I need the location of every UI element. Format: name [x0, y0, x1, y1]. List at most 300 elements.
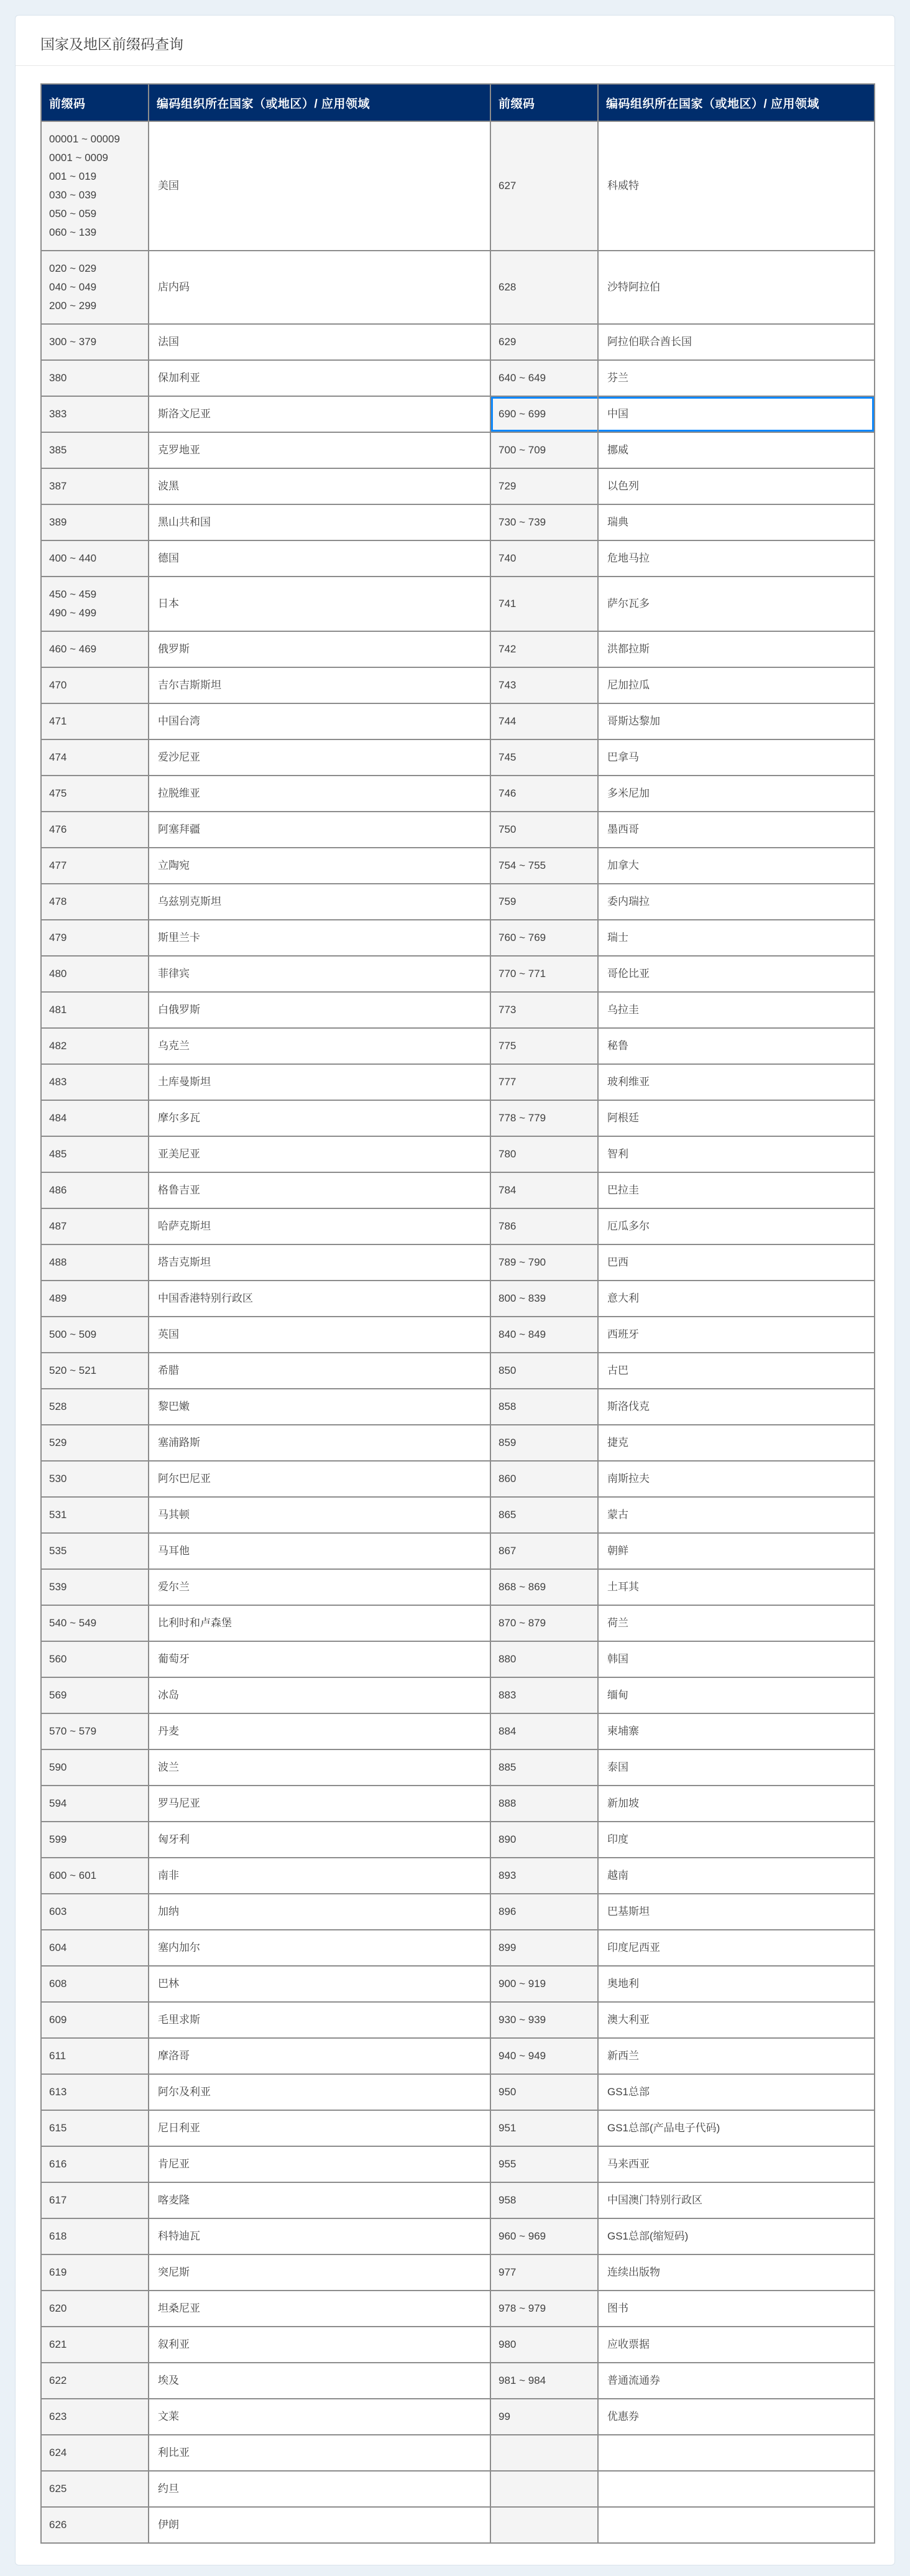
prefix-range: 789 ~ 790	[499, 1256, 546, 1268]
right-country-cell: 巴西	[598, 1244, 875, 1281]
table-row	[41, 1749, 875, 1786]
prefix-range: 400 ~ 440	[49, 552, 97, 564]
right-prefix-cell	[490, 2002, 598, 2038]
prefix-range: 840 ~ 849	[499, 1328, 546, 1340]
left-prefix-cell	[41, 396, 149, 432]
left-country-cell: 肯尼亚	[149, 2146, 490, 2182]
prefix-range: 884	[499, 1725, 517, 1737]
left-country-cell: 店内码	[149, 251, 490, 324]
left-prefix-cell	[41, 2002, 149, 2038]
right-country-cell: 澳大利亚	[598, 2002, 875, 2038]
left-prefix-cell	[41, 2291, 149, 2327]
left-prefix-cell	[41, 667, 149, 703]
prefix-range: 535	[49, 1545, 67, 1557]
prefix-range: 387	[49, 480, 67, 492]
right-country-cell: 芬兰	[598, 360, 875, 396]
table-row	[41, 360, 875, 396]
prefix-range: 477	[49, 859, 67, 871]
left-prefix-cell	[41, 848, 149, 884]
left-prefix-cell	[41, 1858, 149, 1894]
prefix-range: 625	[49, 2483, 67, 2495]
left-country-cell: 葡萄牙	[149, 1641, 490, 1677]
left-prefix-cell	[41, 1425, 149, 1461]
table-row	[41, 432, 875, 468]
prefix-range: 786	[499, 1220, 517, 1232]
prefix-range: 896	[499, 1906, 517, 1917]
prefix-range: 619	[49, 2266, 67, 2278]
table-row	[41, 1353, 875, 1389]
prefix-range: 0001 ~ 0009	[49, 152, 109, 164]
left-country-cell: 拉脱维亚	[149, 776, 490, 812]
left-prefix-cell	[41, 1244, 149, 1281]
right-country-cell: 哥伦比亚	[598, 956, 875, 992]
left-prefix-cell	[41, 432, 149, 468]
prefix-range: 743	[499, 679, 517, 691]
right-prefix-cell	[490, 2507, 598, 2543]
table-row	[41, 920, 875, 956]
prefix-range: 531	[49, 1509, 67, 1521]
column-header-prefix-right: 前缀码	[490, 84, 598, 121]
right-country-cell: 巴基斯坦	[598, 1894, 875, 1930]
left-country-cell: 利比亚	[149, 2435, 490, 2471]
table-row	[41, 1966, 875, 2002]
left-prefix-cell	[41, 1713, 149, 1749]
prefix-range: 623	[49, 2411, 67, 2422]
left-prefix-cell	[41, 703, 149, 739]
left-country-cell: 土库曼斯坦	[149, 1064, 490, 1100]
table-row	[41, 1858, 875, 1894]
left-prefix-cell	[41, 631, 149, 667]
left-country-cell: 阿塞拜疆	[149, 812, 490, 848]
left-prefix-cell	[41, 1822, 149, 1858]
prefix-range: 980	[499, 2338, 517, 2350]
prefix-range: 040 ~ 049	[49, 281, 97, 293]
right-prefix-cell	[490, 432, 598, 468]
right-prefix-cell	[490, 1713, 598, 1749]
right-prefix-cell	[490, 2291, 598, 2327]
right-country-cell: GS1总部(产品电子代码)	[598, 2110, 875, 2146]
prefix-range: 300 ~ 379	[49, 336, 97, 348]
prefix-range: 888	[499, 1797, 517, 1809]
prefix-range: 940 ~ 949	[499, 2050, 546, 2062]
table-row	[41, 121, 875, 251]
left-prefix-cell	[41, 1028, 149, 1064]
table-row	[41, 2038, 875, 2074]
left-country-cell: 阿尔及利亚	[149, 2074, 490, 2110]
right-country-cell: 加拿大	[598, 848, 875, 884]
table-row	[41, 2110, 875, 2146]
right-prefix-cell	[490, 776, 598, 812]
prefix-range: 603	[49, 1906, 67, 1917]
table-header	[41, 84, 875, 121]
left-country-cell: 立陶宛	[149, 848, 490, 884]
left-prefix-cell	[41, 577, 149, 631]
prefix-range: 955	[499, 2158, 517, 2170]
right-country-cell: 新加坡	[598, 1786, 875, 1822]
prefix-range: 487	[49, 1220, 67, 1232]
query-card	[15, 15, 895, 2565]
right-prefix-cell	[490, 504, 598, 540]
left-prefix-cell	[41, 2399, 149, 2435]
prefix-range: 951	[499, 2122, 517, 2134]
right-prefix-cell	[490, 884, 598, 920]
left-prefix-cell	[41, 739, 149, 776]
left-prefix-cell	[41, 1136, 149, 1172]
table-row	[41, 2363, 875, 2399]
left-prefix-cell	[41, 468, 149, 504]
left-prefix-cell	[41, 992, 149, 1028]
left-country-cell: 爱尔兰	[149, 1569, 490, 1605]
right-prefix-cell	[490, 1894, 598, 1930]
prefix-range: 867	[499, 1545, 517, 1557]
left-country-cell: 保加利亚	[149, 360, 490, 396]
right-country-cell: 瑞士	[598, 920, 875, 956]
right-country-cell: 洪都拉斯	[598, 631, 875, 667]
column-header-prefix-left: 前缀码	[41, 84, 149, 121]
left-prefix-cell	[41, 1208, 149, 1244]
right-prefix-cell	[490, 956, 598, 992]
right-country-cell: 厄瓜多尔	[598, 1208, 875, 1244]
prefix-range: 539	[49, 1581, 67, 1593]
prefix-range: 958	[499, 2194, 517, 2206]
right-prefix-cell-highlighted[interactable]	[490, 396, 598, 432]
right-country-cell: 多米尼加	[598, 776, 875, 812]
prefix-range: 478	[49, 896, 67, 907]
right-prefix-cell	[490, 1569, 598, 1605]
prefix-range: 620	[49, 2302, 67, 2314]
table-row	[41, 1569, 875, 1605]
table-row	[41, 1172, 875, 1208]
prefix-range: 611	[49, 2050, 67, 2062]
right-country-cell: 韩国	[598, 1641, 875, 1677]
prefix-range: 780	[499, 1148, 517, 1160]
table-row	[41, 739, 875, 776]
prefix-range: 628	[499, 281, 517, 293]
right-prefix-cell	[490, 1966, 598, 2002]
table-row	[41, 1425, 875, 1461]
prefix-range: 622	[49, 2374, 67, 2386]
left-country-cell: 伊朗	[149, 2507, 490, 2543]
right-country-cell: 意大利	[598, 1281, 875, 1317]
right-prefix-cell	[490, 2182, 598, 2218]
right-country-cell: 墨西哥	[598, 812, 875, 848]
right-country-cell: 普通流通券	[598, 2363, 875, 2399]
table-row	[41, 1930, 875, 1966]
prefix-range: 608	[49, 1978, 67, 1990]
right-prefix-cell	[490, 577, 598, 631]
left-prefix-cell	[41, 1172, 149, 1208]
table-row	[41, 2074, 875, 2110]
left-country-cell: 加纳	[149, 1894, 490, 1930]
right-prefix-cell	[490, 2254, 598, 2291]
table-row	[41, 631, 875, 667]
table-row	[41, 2002, 875, 2038]
prefix-range: 690 ~ 699	[499, 408, 546, 420]
right-prefix-cell	[490, 1425, 598, 1461]
right-country-cell: 马来西亚	[598, 2146, 875, 2182]
right-country-cell	[598, 2507, 875, 2543]
right-country-cell: 尼加拉瓜	[598, 667, 875, 703]
left-prefix-cell	[41, 2182, 149, 2218]
prefix-range: 760 ~ 769	[499, 932, 546, 943]
header-row	[41, 84, 875, 121]
left-country-cell: 白俄罗斯	[149, 992, 490, 1028]
right-country-cell: 越南	[598, 1858, 875, 1894]
right-country-cell: 巴拿马	[598, 739, 875, 776]
left-prefix-cell	[41, 1786, 149, 1822]
right-country-cell: GS1总部	[598, 2074, 875, 2110]
right-prefix-cell	[490, 540, 598, 577]
table-row	[41, 1064, 875, 1100]
right-country-cell: 西班牙	[598, 1317, 875, 1353]
prefix-range: 742	[499, 643, 517, 655]
table-row	[41, 667, 875, 703]
right-country-cell-highlighted[interactable]: 中国	[598, 396, 875, 432]
right-prefix-cell	[490, 992, 598, 1028]
prefix-range: 476	[49, 823, 67, 835]
prefix-range: 629	[499, 336, 517, 348]
left-prefix-cell	[41, 1533, 149, 1569]
right-country-cell: 巴拉圭	[598, 1172, 875, 1208]
left-country-cell: 文莱	[149, 2399, 490, 2435]
left-country-cell: 摩尔多瓦	[149, 1100, 490, 1136]
table-row	[41, 884, 875, 920]
left-country-cell: 法国	[149, 324, 490, 360]
prefix-range: 960 ~ 969	[499, 2230, 546, 2242]
prefix-range: 540 ~ 549	[49, 1617, 97, 1629]
right-prefix-cell	[490, 2110, 598, 2146]
table-row	[41, 1028, 875, 1064]
table-row	[41, 540, 875, 577]
left-country-cell: 摩洛哥	[149, 2038, 490, 2074]
prefix-range: 380	[49, 372, 67, 384]
left-country-cell: 突尼斯	[149, 2254, 490, 2291]
left-country-cell: 日本	[149, 577, 490, 631]
right-prefix-cell	[490, 1317, 598, 1353]
right-prefix-cell	[490, 1677, 598, 1713]
right-prefix-cell	[490, 324, 598, 360]
left-prefix-cell	[41, 884, 149, 920]
left-prefix-cell	[41, 1569, 149, 1605]
table-row	[41, 2254, 875, 2291]
right-country-cell: 乌拉圭	[598, 992, 875, 1028]
prefix-range: 784	[499, 1184, 517, 1196]
right-prefix-cell	[490, 1461, 598, 1497]
right-prefix-cell	[490, 703, 598, 739]
table-row	[41, 2471, 875, 2507]
prefix-range: 850	[499, 1364, 517, 1376]
right-country-cell: 新西兰	[598, 2038, 875, 2074]
prefix-range: 385	[49, 444, 67, 456]
right-country-cell: 阿根廷	[598, 1100, 875, 1136]
table-row	[41, 468, 875, 504]
table-row	[41, 2182, 875, 2218]
prefix-range: 626	[49, 2519, 67, 2531]
right-country-cell: 荷兰	[598, 1605, 875, 1641]
right-country-cell: 南斯拉夫	[598, 1461, 875, 1497]
table-row	[41, 1894, 875, 1930]
left-country-cell: 波黑	[149, 468, 490, 504]
prefix-range: 060 ~ 139	[49, 226, 97, 238]
prefix-range: 770 ~ 771	[499, 968, 546, 980]
prefix-range: 777	[499, 1076, 517, 1088]
left-prefix-cell	[41, 2218, 149, 2254]
right-country-cell: 挪威	[598, 432, 875, 468]
left-country-cell: 丹麦	[149, 1713, 490, 1749]
left-prefix-cell	[41, 1317, 149, 1353]
right-country-cell: 连续出版物	[598, 2254, 875, 2291]
prefix-range: 470	[49, 679, 67, 691]
prefix-range: 475	[49, 787, 67, 799]
prefix-range: 883	[499, 1689, 517, 1701]
left-prefix-cell	[41, 2254, 149, 2291]
left-country-cell: 塞内加尔	[149, 1930, 490, 1966]
table-row	[41, 1641, 875, 1677]
left-country-cell: 约旦	[149, 2471, 490, 2507]
column-header-country-left: 编码组织所在国家（或地区）/ 应用领域	[149, 84, 490, 121]
right-country-cell: 缅甸	[598, 1677, 875, 1713]
left-prefix-cell	[41, 1605, 149, 1641]
prefix-range: 00001 ~ 00009	[49, 133, 120, 145]
right-country-cell	[598, 2471, 875, 2507]
right-prefix-cell	[490, 360, 598, 396]
prefix-range: 759	[499, 896, 517, 907]
prefix-range: 590	[49, 1761, 67, 1773]
left-country-cell: 阿尔巴尼亚	[149, 1461, 490, 1497]
table-row	[41, 776, 875, 812]
left-prefix-cell	[41, 2074, 149, 2110]
right-prefix-cell	[490, 812, 598, 848]
left-country-cell: 俄罗斯	[149, 631, 490, 667]
prefix-range: 859	[499, 1437, 517, 1448]
prefix-range: 978 ~ 979	[499, 2302, 546, 2314]
left-prefix-cell	[41, 1749, 149, 1786]
prefix-range: 383	[49, 408, 67, 420]
prefix-range: 450 ~ 459	[49, 588, 97, 600]
prefix-range: 609	[49, 2014, 67, 2026]
left-prefix-cell	[41, 920, 149, 956]
prefix-range: 99	[499, 2411, 510, 2422]
table-row	[41, 2327, 875, 2363]
prefix-range: 488	[49, 1256, 67, 1268]
left-country-cell: 喀麦隆	[149, 2182, 490, 2218]
left-country-cell: 克罗地亚	[149, 432, 490, 468]
prefix-range: 030 ~ 039	[49, 189, 97, 201]
prefix-range: 618	[49, 2230, 67, 2242]
left-country-cell: 乌兹别克斯坦	[149, 884, 490, 920]
right-prefix-cell	[490, 1641, 598, 1677]
right-country-cell: 瑞典	[598, 504, 875, 540]
right-prefix-cell	[490, 1389, 598, 1425]
left-country-cell: 斯里兰卡	[149, 920, 490, 956]
left-prefix-cell	[41, 2146, 149, 2182]
right-country-cell: 智利	[598, 1136, 875, 1172]
left-prefix-cell	[41, 2327, 149, 2363]
prefix-range: 775	[499, 1040, 517, 1052]
right-prefix-cell	[490, 251, 598, 324]
table-row	[41, 1533, 875, 1569]
left-prefix-cell	[41, 1461, 149, 1497]
right-prefix-cell	[490, 1028, 598, 1064]
right-country-cell: 应收票据	[598, 2327, 875, 2363]
table-row	[41, 1208, 875, 1244]
table-row	[41, 1822, 875, 1858]
prefix-range: 569	[49, 1689, 67, 1701]
left-country-cell: 斯洛文尼亚	[149, 396, 490, 432]
right-prefix-cell	[490, 2327, 598, 2363]
left-country-cell: 黑山共和国	[149, 504, 490, 540]
prefix-range: 050 ~ 059	[49, 208, 97, 220]
left-prefix-cell	[41, 2471, 149, 2507]
left-country-cell: 中国香港特别行政区	[149, 1281, 490, 1317]
right-country-cell	[598, 2435, 875, 2471]
left-country-cell: 哈萨克斯坦	[149, 1208, 490, 1244]
left-prefix-cell	[41, 121, 149, 251]
table-row	[41, 2146, 875, 2182]
left-country-cell: 爱沙尼亚	[149, 739, 490, 776]
prefix-range: 528	[49, 1401, 67, 1412]
right-country-cell: 斯洛伐克	[598, 1389, 875, 1425]
prefix-range: 977	[499, 2266, 517, 2278]
left-prefix-cell	[41, 324, 149, 360]
table-row	[41, 1605, 875, 1641]
right-country-cell: 捷克	[598, 1425, 875, 1461]
left-country-cell: 希腊	[149, 1353, 490, 1389]
left-prefix-cell	[41, 2507, 149, 2543]
right-country-cell: 印度	[598, 1822, 875, 1858]
prefix-range: 200 ~ 299	[49, 300, 97, 312]
prefix-range: 858	[499, 1401, 517, 1412]
prefix-range: 900 ~ 919	[499, 1978, 546, 1990]
prefix-range: 930 ~ 939	[499, 2014, 546, 2026]
right-country-cell: 哥斯达黎加	[598, 703, 875, 739]
table-row	[41, 1786, 875, 1822]
right-country-cell: 泰国	[598, 1749, 875, 1786]
right-prefix-cell	[490, 848, 598, 884]
table-row	[41, 703, 875, 739]
left-prefix-cell	[41, 1677, 149, 1713]
left-country-cell: 南非	[149, 1858, 490, 1894]
left-country-cell: 波兰	[149, 1749, 490, 1786]
right-country-cell: 萨尔瓦多	[598, 577, 875, 631]
table-row	[41, 2435, 875, 2471]
prefix-range: 880	[499, 1653, 517, 1665]
prefix-range: 778 ~ 779	[499, 1112, 546, 1124]
prefix-range: 730 ~ 739	[499, 516, 546, 528]
left-country-cell: 叙利亚	[149, 2327, 490, 2363]
left-prefix-cell	[41, 504, 149, 540]
prefix-range: 486	[49, 1184, 67, 1196]
prefix-range: 483	[49, 1076, 67, 1088]
left-prefix-cell	[41, 1100, 149, 1136]
left-prefix-cell	[41, 1966, 149, 2002]
right-prefix-cell	[490, 1100, 598, 1136]
right-country-cell: 古巴	[598, 1353, 875, 1389]
prefix-range: 481	[49, 1004, 67, 1016]
prefix-range: 729	[499, 480, 517, 492]
prefix-range: 624	[49, 2447, 67, 2458]
prefix-range: 570 ~ 579	[49, 1725, 97, 1737]
prefix-range: 773	[499, 1004, 517, 1016]
right-prefix-cell	[490, 1244, 598, 1281]
right-prefix-cell	[490, 1281, 598, 1317]
left-prefix-cell	[41, 1641, 149, 1677]
right-prefix-cell	[490, 1822, 598, 1858]
left-country-cell: 中国台湾	[149, 703, 490, 739]
table-row	[41, 1317, 875, 1353]
left-prefix-cell	[41, 812, 149, 848]
right-country-cell: 危地马拉	[598, 540, 875, 577]
